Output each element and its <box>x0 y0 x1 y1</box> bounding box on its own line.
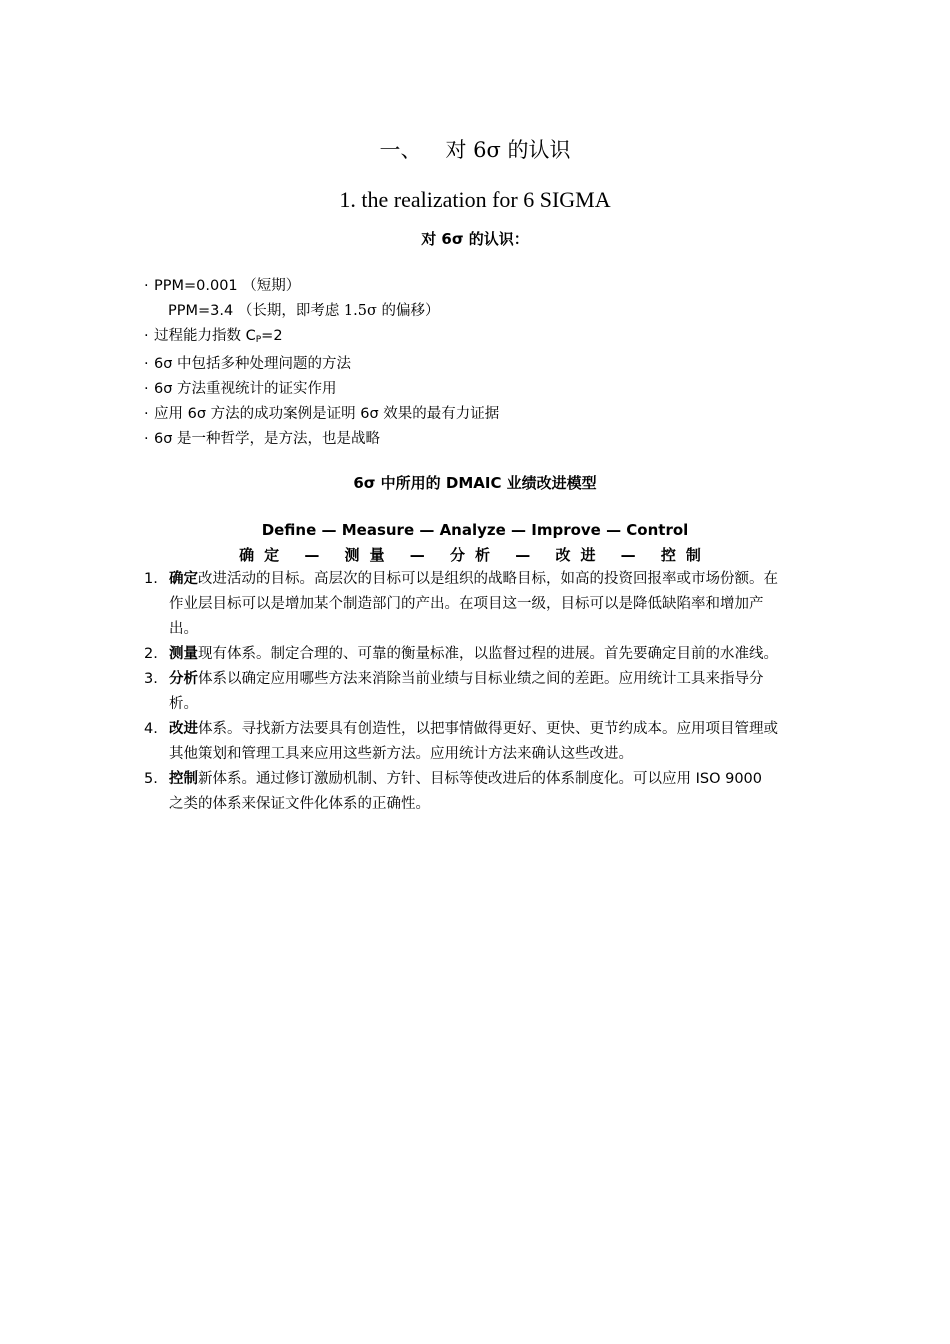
step-text: 改进活动的目标。高层次的目标可以是组织的战略目标，如高的投资回报率或市场份额。在作业层目标可以是增加某个制造部门的产出。在项目这一级，目标可以是降低缺陷率和增加产出。 <box>169 571 778 637</box>
list-item <box>144 274 784 299</box>
bullet-text: 过程能力指数 C <box>154 327 256 344</box>
bullet-mark: · <box>144 405 149 422</box>
bullet-text: 6σ 方法重视统计的证实作用 <box>154 381 337 398</box>
bullet-mark: · <box>144 381 149 398</box>
list-item <box>144 767 780 817</box>
list-item <box>144 377 784 402</box>
bullet-text: 6σ 是一种哲学，是方法，也是战略 <box>154 430 381 447</box>
chapter-title: 对 6σ 的认识 <box>445 138 571 162</box>
bullet-mark: · <box>144 327 149 344</box>
step-number: 2. <box>144 646 158 662</box>
bullet-text: 应用 6σ 方法的成功案例是证明 6σ 效果的最有力证据 <box>154 405 500 422</box>
list-item <box>144 352 784 377</box>
list-item <box>144 667 780 717</box>
step-keyword: 改进 <box>169 721 198 737</box>
bullet-tail: =2 <box>261 327 283 344</box>
dmaic-chinese: 确定 — 测量 — 分析 — 改进 — 控制 <box>239 546 711 564</box>
dmaic-english: Define — Measure — Analyze — Improve — Control <box>261 521 689 539</box>
bullet-mark: · <box>144 356 149 373</box>
step-number: 4. <box>144 721 158 737</box>
section1-title: 对 6σ 的认识： <box>421 230 529 248</box>
bullet-text: PPM=3.4 <box>168 302 234 319</box>
step-keyword: 控制 <box>169 771 198 787</box>
bullet-text: PPM=0.001 <box>154 278 238 294</box>
step-keyword: 测量 <box>169 646 198 662</box>
bullet-mark: · <box>144 430 149 447</box>
dmaic-steps <box>144 567 780 817</box>
step-text: 新体系。通过修订激励机制、方针、目标等使改进后的体系制度化。可以应用 ISO 9000 之类的体系来保证文件化体系的正确性。 <box>169 771 763 812</box>
bullet-note: （短期） <box>242 278 301 294</box>
chapter-number: 一、 <box>379 138 422 162</box>
english-heading: 1. the realization for 6 SIGMA <box>339 187 611 212</box>
list-item <box>144 402 784 427</box>
list-item <box>144 717 780 767</box>
bullet-text: 6σ 中包括多种处理问题的方法 <box>154 356 352 373</box>
section2-title: 6σ 中所用的 DMAIC 业绩改进模型 <box>353 474 597 492</box>
list-item <box>144 427 784 452</box>
step-text: 现有体系。制定合理的、可靠的衡量标准，以监督过程的进展。首先要确定目前的水准线。 <box>198 646 778 662</box>
step-text: 体系以确定应用哪些方法来消除当前业绩与目标业绩之间的差距。应用统计工具来指导分析。 <box>169 671 764 712</box>
bullet-mark: · <box>144 278 149 294</box>
subscript: P <box>255 334 262 345</box>
bullet-note: （长期，即考虑 1.5σ 的偏移） <box>237 302 440 319</box>
chapter-heading <box>0 136 950 164</box>
list-item <box>144 567 780 642</box>
list-item <box>144 642 780 667</box>
step-text: 体系。寻找新方法要具有创造性，以把事情做得更好、更快、更节约成本。应用项目管理或其他策划和管理工具来应用这些新方法。应用统计方法来确认这些改进。 <box>169 721 778 762</box>
step-number: 1. <box>144 571 158 587</box>
step-number: 3. <box>144 671 158 687</box>
step-number: 5. <box>144 771 158 787</box>
list-item <box>144 324 784 353</box>
step-keyword: 确定 <box>169 571 198 587</box>
list-item <box>144 299 784 324</box>
step-keyword: 分析 <box>169 671 198 687</box>
bullet-list <box>144 274 784 452</box>
